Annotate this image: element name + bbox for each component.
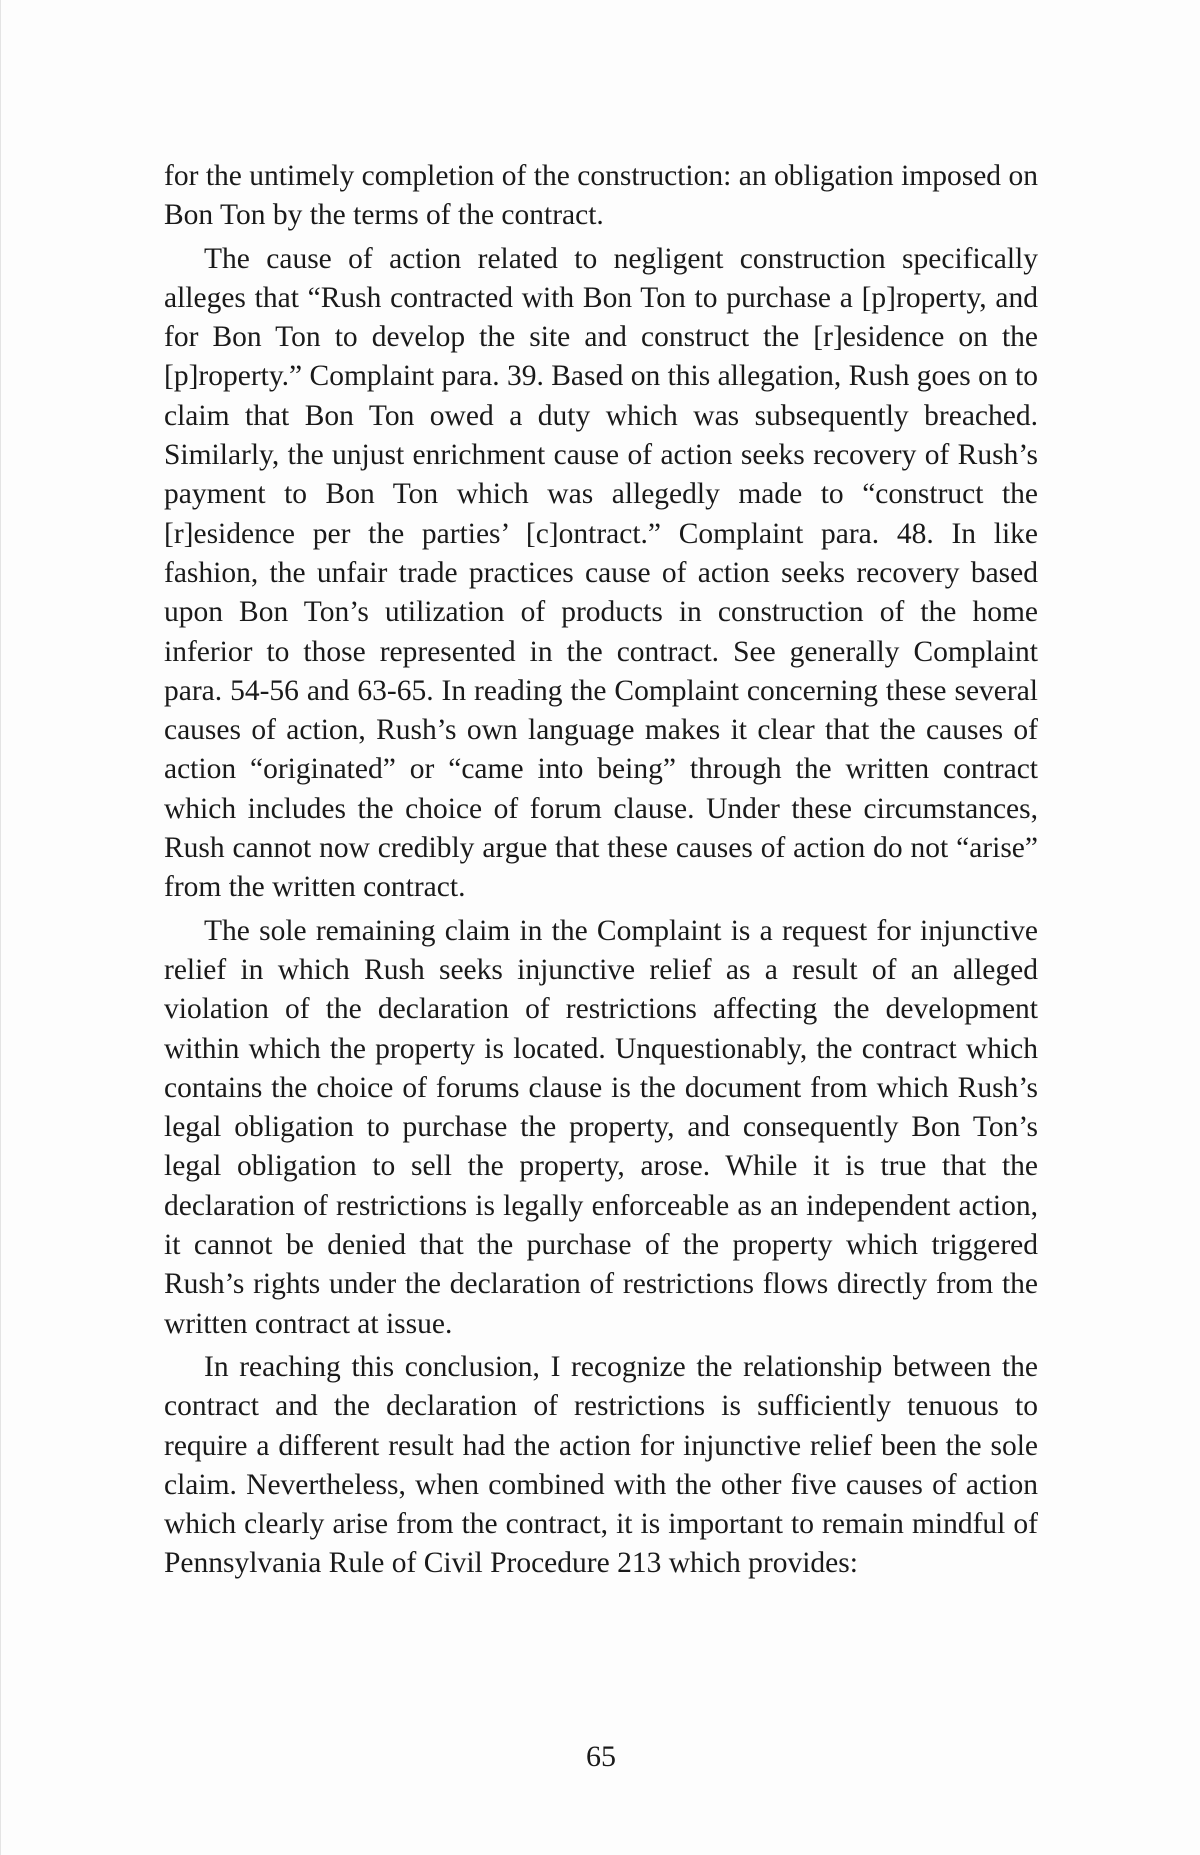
paragraph-injunctive-relief: The sole remaining claim in the Complaint is a request for injunctive relief in which Rush seeks injunctive relief as a result of an alleged violation of the declaration of restrictions affecting the development within which the property is located. Unquestionably, the contract which contains the choice of forums clause is the document from which Rush’s legal obligation to purchase the property, and consequently Bon Ton’s legal obligation to sell the property, arose. While it is true that the declaration of restrictions is legally enforceable as an independent action, it cannot be denied that the purchase of the property which triggered Rush’s rights under the declaration of restrictions flows directly from the written contract at issue. — [164, 914, 1038, 1340]
paragraph-continuation: for the untimely completion of the construction: an obligation imposed on Bon Ton by the terms of the contract. — [164, 160, 1038, 232]
paragraph-negligent-construction: The cause of action related to negligent construction specifically alleges that “Rush contracted with Bon Ton to purchase a [p]roperty, and for Bon Ton to develop the site and construct the [r]esidence on the [p]roperty.” Complaint para. 39. Based on this allegation, Rush goes on to claim that Bon Ton owed a duty which was subsequently breached. Similarly, the unjust enrichment cause of action seeks recovery of Rush’s payment to Bon Ton which was allegedly made to “construct the [r]esidence per the parties’ [c]ontract.” Complaint para. 48. In like fashion, the unfair trade practices cause of action seeks recovery based upon Bon Ton’s utilization of products in construction of the home inferior to those represented in the contract. See generally Complaint para. 54-56 and 63-65. In reading the Complaint concerning these several causes of action, Rush’s own language makes it clear that the causes of action “originated” or “came into being” through the written contract which includes the choice of forum clause. Under these circumstances, Rush cannot now credibly argue that these causes of action do not “arise” from the written contract. — [164, 242, 1038, 904]
page-number: 65 — [586, 1740, 616, 1773]
paragraph-conclusion: In reaching this conclusion, I recognize the relationship between the contract and the declaration of restrictions is sufficiently tenuous to require a different result had the action for injunctive relief been the sole claim. Nevertheless, when combined with the other five causes of action which clearly arise from the contract, it is important to remain mindful of Pennsylvania Rule of Civil Procedure 213 which provides: — [164, 1350, 1038, 1580]
body-text — [164, 157, 1038, 1588]
